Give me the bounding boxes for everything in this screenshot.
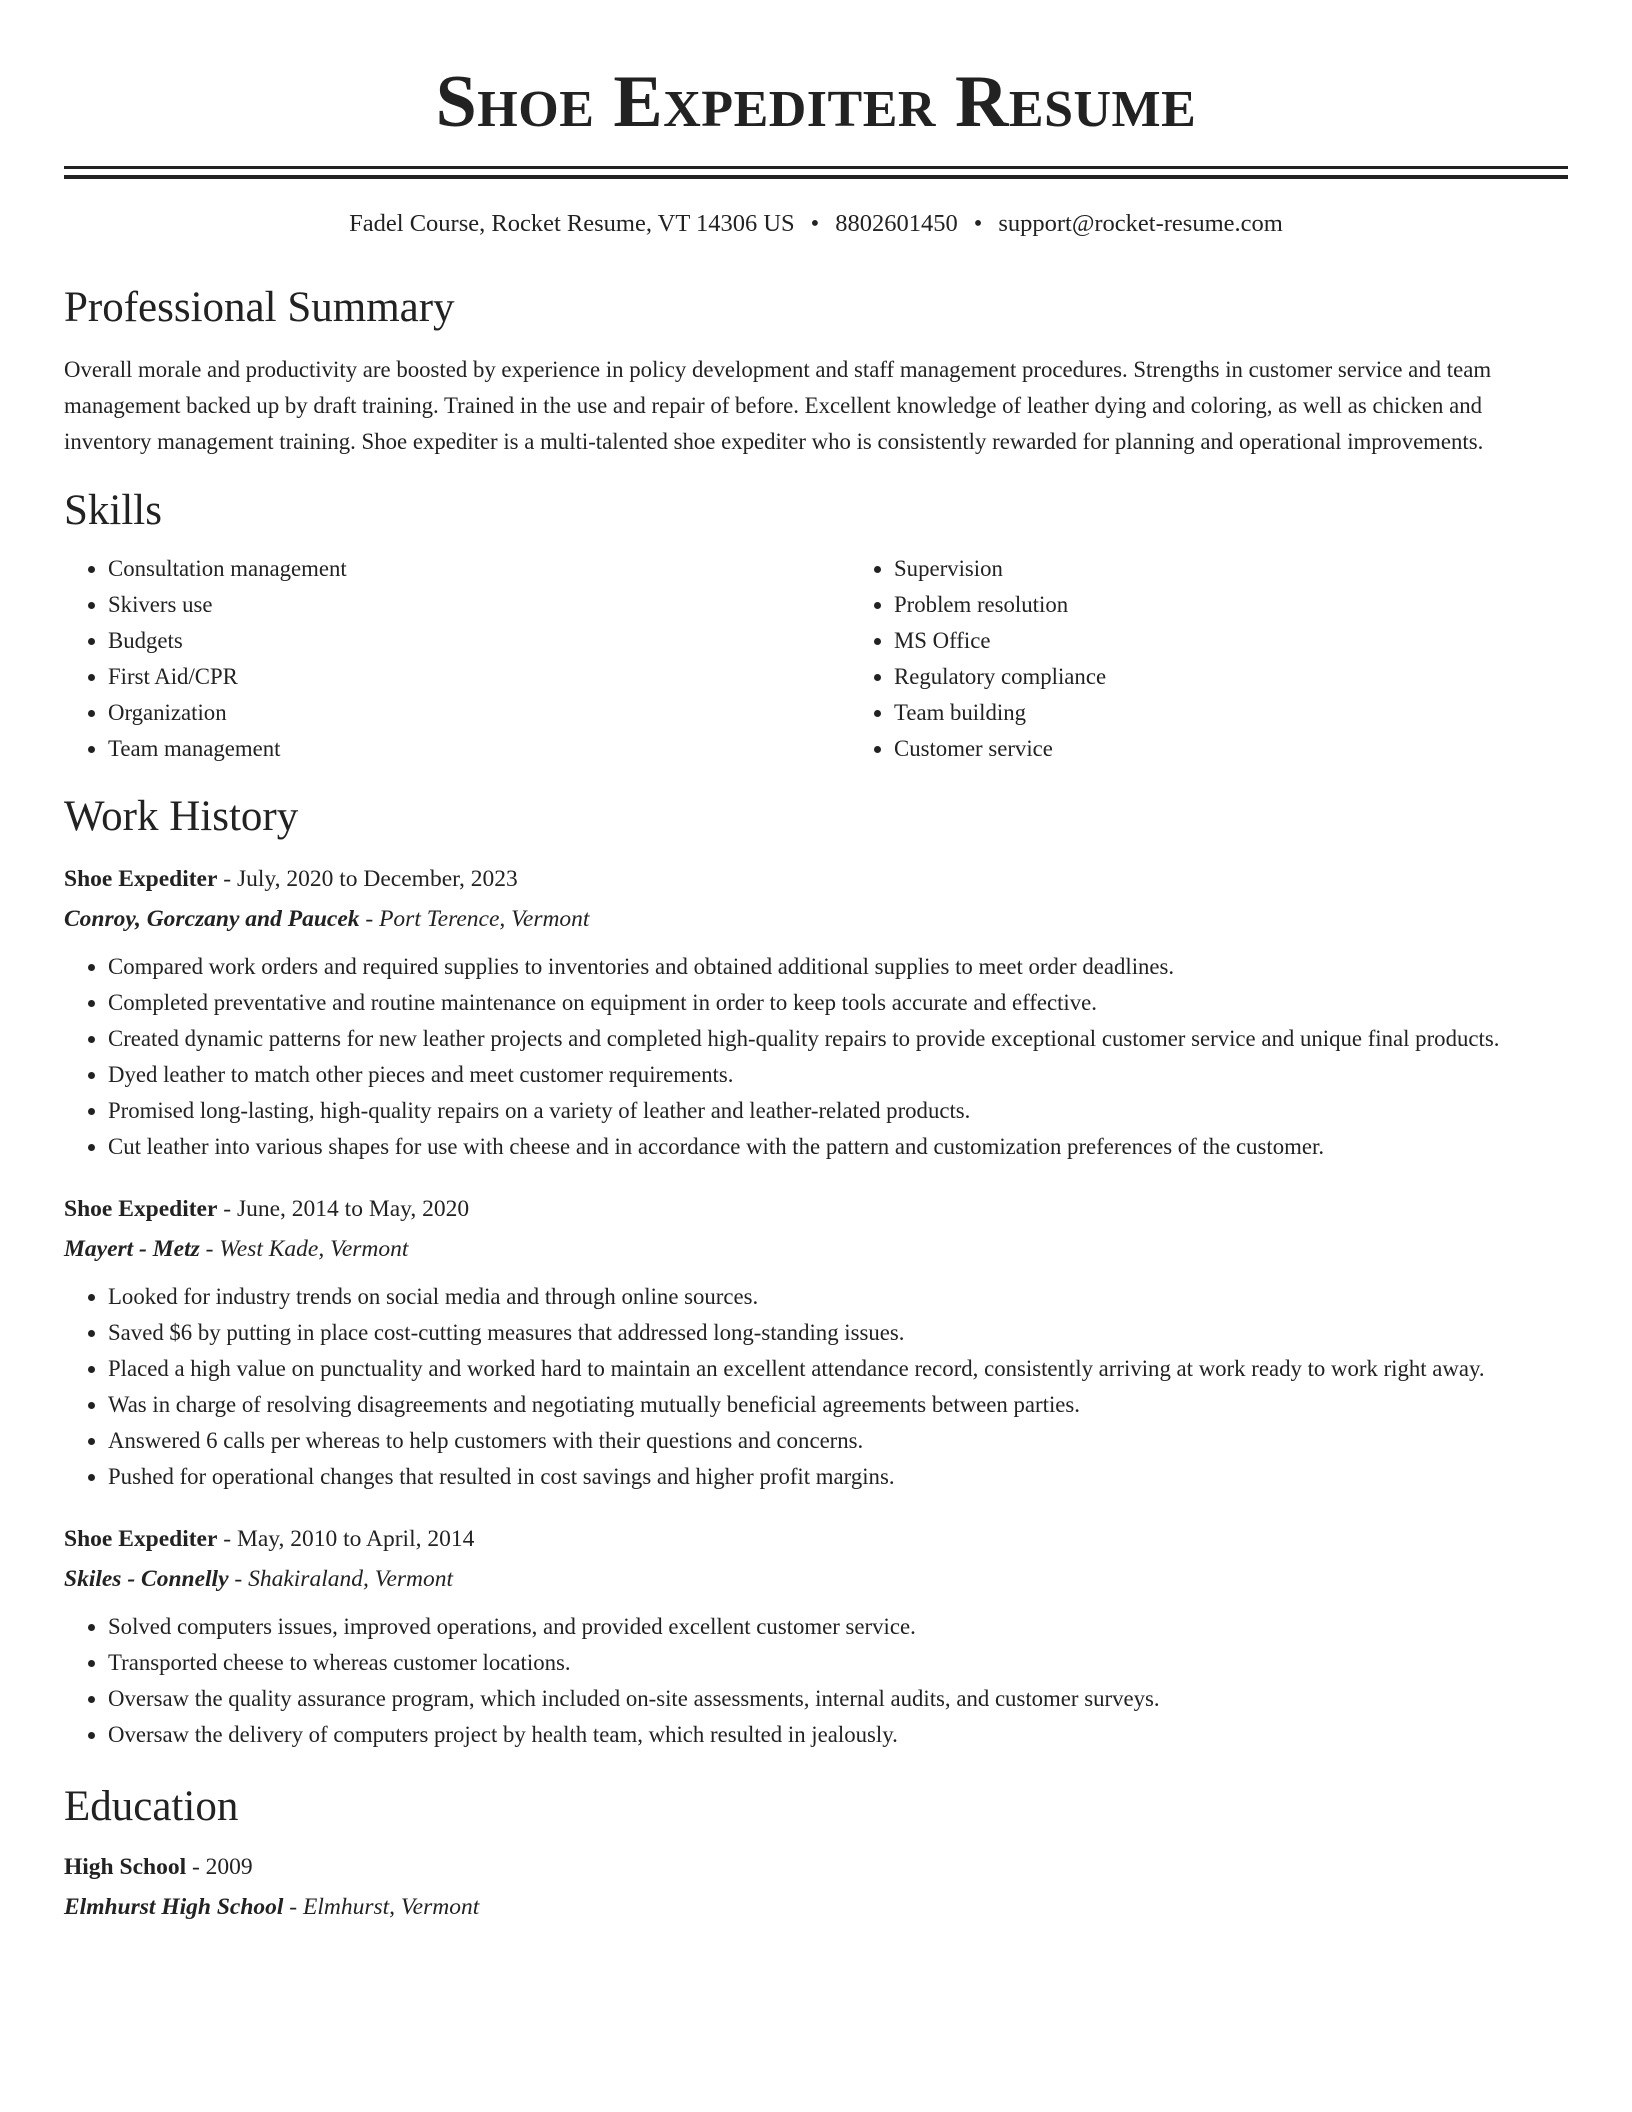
graduation-year: - 2009 — [186, 1854, 253, 1880]
skill-item: • Budgets — [108, 623, 850, 659]
job-title-line — [64, 1519, 1568, 1559]
duty-item: • Oversaw the quality assurance program, which included on-site assessments, internal audits, and customer surveys. — [108, 1681, 1568, 1717]
skills-section — [64, 485, 1568, 767]
skills-columns — [64, 551, 1568, 767]
duty-item: • Transported cheese to whereas customer locations. — [108, 1645, 1568, 1681]
summary-heading: Professional Summary — [64, 284, 455, 331]
skill-item: • Consultation management — [108, 551, 850, 587]
job-title-line — [64, 859, 1568, 899]
duty-item: • Pushed for operational changes that resulted in cost savings and higher profit margins. — [108, 1459, 1568, 1495]
company-line — [64, 1229, 1568, 1269]
degree-line — [64, 1847, 1568, 1887]
education-heading: Education — [64, 1783, 239, 1830]
company-name: Mayert - Metz — [64, 1236, 200, 1262]
skill-item: • Team management — [108, 731, 850, 767]
summary-section — [64, 282, 1568, 460]
duties-list — [64, 1609, 1568, 1753]
title-rule-top — [64, 166, 1568, 169]
job-title: Shoe Expediter — [64, 1196, 218, 1222]
job-title: Shoe Expediter — [64, 1526, 218, 1552]
summary-text: Overall morale and productivity are boosted by experience in policy development and staff management procedures. Strengths in customer service and team management backed up by draft training. Trained in the use and repair of before. Excellent knowledge of leather dying and coloring, as well as chicken and inventory management training. Shoe expediter is a multi-talented shoe expediter who is consistently rewarded for planning and operational improvements. — [64, 357, 1492, 454]
duty-item: • Was in charge of resolving disagreements and negotiating mutually beneficial agreements between parties. — [108, 1387, 1568, 1423]
duty-item: • Compared work orders and required supplies to inventories and obtained additional supplies to meet order deadlines. — [108, 949, 1568, 985]
job-dates: - June, 2014 to May, 2020 — [217, 1196, 470, 1222]
duties-list — [64, 1279, 1568, 1495]
duty-item: • Answered 6 calls per whereas to help customers with their questions and concerns. — [108, 1423, 1568, 1459]
resume-page — [64, 0, 1568, 1927]
skill-item: • Organization — [108, 695, 850, 731]
duty-item: • Placed a high value on punctuality and worked hard to maintain an excellent attendance record, consistently arriving at work ready to work right away. — [108, 1351, 1568, 1387]
school-line — [64, 1887, 1568, 1927]
job-title: Shoe Expediter — [64, 866, 218, 892]
job-dates: - July, 2020 to December, 2023 — [217, 866, 518, 892]
work-history-section — [64, 791, 1568, 1753]
company-name: Skiles - Connelly — [64, 1566, 229, 1592]
duty-item: • Solved computers issues, improved operations, and provided excellent customer service. — [108, 1609, 1568, 1645]
contact-address: Fadel Course, Rocket Resume, VT 14306 US — [349, 210, 795, 237]
skill-item: • Customer service — [894, 731, 1568, 767]
company-location: - Port Terence, Vermont — [359, 906, 590, 932]
contact-separator: • — [973, 210, 983, 237]
job-entry — [64, 859, 1568, 1165]
skill-item: • Regulatory compliance — [894, 659, 1568, 695]
contact-phone: 8802601450 — [835, 210, 958, 237]
duties-list — [64, 949, 1568, 1165]
skill-item: • Supervision — [894, 551, 1568, 587]
skills-list-left — [64, 551, 850, 767]
duty-item: • Oversaw the delivery of computers project by health team, which resulted in jealously. — [108, 1717, 1568, 1753]
company-location: - Shakiraland, Vermont — [228, 1566, 454, 1592]
duty-item: • Promised long-lasting, high-quality repairs on a variety of leather and leather-related products. — [108, 1093, 1568, 1129]
skills-list-right — [850, 551, 1568, 767]
job-dates: - May, 2010 to April, 2014 — [217, 1526, 475, 1552]
skills-heading: Skills — [64, 487, 162, 534]
duty-item: • Dyed leather to match other pieces and meet customer requirements. — [108, 1057, 1568, 1093]
contact-line — [64, 209, 1568, 239]
duty-item: • Cut leather into various shapes for use with cheese and in accordance with the pattern and customization preferences of the customer. — [108, 1129, 1568, 1165]
education-entry — [64, 1847, 1568, 1927]
work-history-heading: Work History — [64, 793, 299, 840]
skill-item: • Skivers use — [108, 587, 850, 623]
education-section — [64, 1781, 1568, 1927]
skill-item: • Problem resolution — [894, 587, 1568, 623]
resume-title: Shoe Expediter Resume — [435, 61, 1197, 143]
school-name: Elmhurst High School — [64, 1894, 284, 1920]
duty-item: • Completed preventative and routine maintenance on equipment in order to keep tools accurate and effective. — [108, 985, 1568, 1021]
job-title-line — [64, 1189, 1568, 1229]
skill-item: • Team building — [894, 695, 1568, 731]
skill-item: • First Aid/CPR — [108, 659, 850, 695]
contact-email: support@rocket-resume.com — [998, 210, 1283, 237]
job-entry — [64, 1189, 1568, 1495]
skill-item: • MS Office — [894, 623, 1568, 659]
duty-item: • Created dynamic patterns for new leather projects and completed high-quality repairs to provide exceptional customer service and unique final products. — [108, 1021, 1568, 1057]
title-rule-bottom — [64, 175, 1568, 179]
school-location: - Elmhurst, Vermont — [283, 1894, 480, 1920]
degree: High School — [64, 1854, 187, 1880]
company-line — [64, 1559, 1568, 1599]
company-location: - West Kade, Vermont — [199, 1236, 409, 1262]
job-entry — [64, 1519, 1568, 1753]
company-name: Conroy, Gorczany and Paucek — [64, 906, 360, 932]
duty-item: • Looked for industry trends on social media and through online sources. — [108, 1279, 1568, 1315]
contact-separator: • — [810, 210, 820, 237]
company-line — [64, 899, 1568, 939]
duty-item: • Saved $6 by putting in place cost-cutting measures that addressed long-standing issues. — [108, 1315, 1568, 1351]
